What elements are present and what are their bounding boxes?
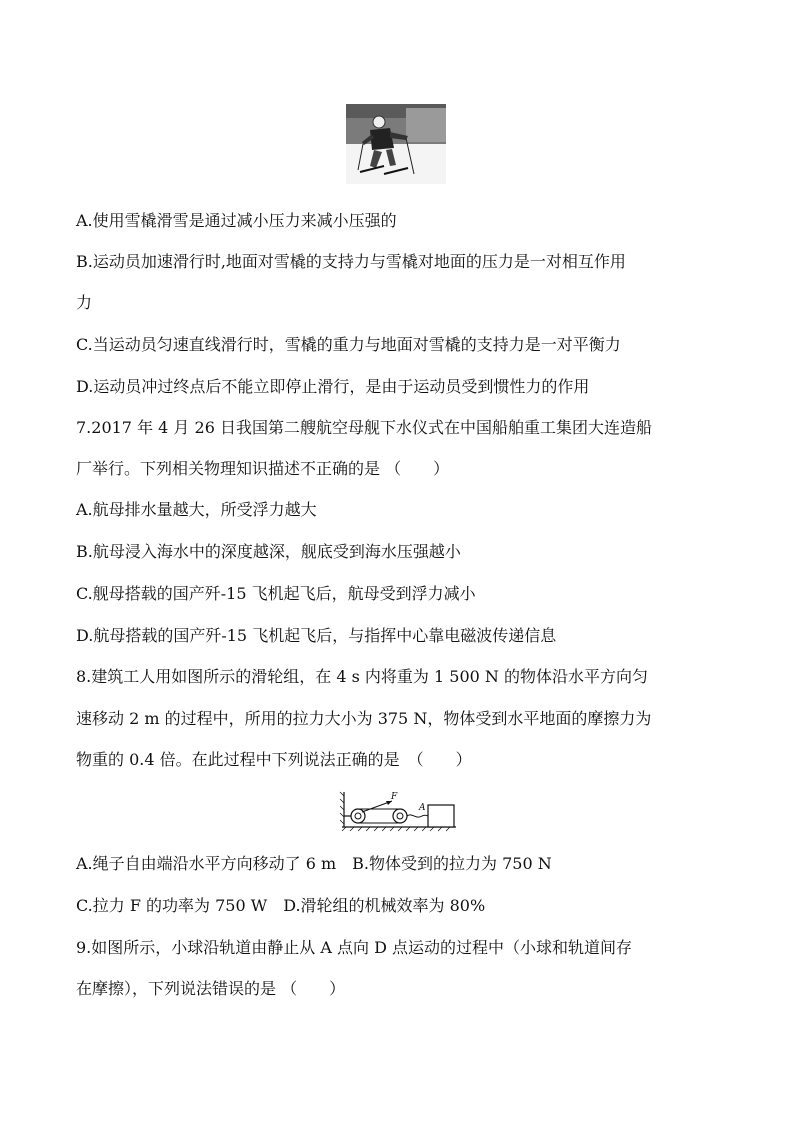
q7-option-c: C.舰母搭载的国产歼-15 飞机起飞后，航母受到浮力减小 [76, 584, 476, 603]
q8-options-cd: C.拉力 F 的功率为 750 W D.滑轮组的机械效率为 80% [76, 896, 486, 915]
q6-option-b-cont: 力 [76, 293, 93, 312]
q6-option-b: B.运动员加速滑行时,地面对雪橇的支持力与雪橇对地面的压力是一对相互作用 [76, 252, 626, 271]
skier-photo [346, 104, 446, 184]
q7-stem-line1: 7.2017 年 4 月 26 日我国第二艘航空母舰下水仪式在中国船舶重工集团大连造船 [76, 418, 652, 437]
q9-stem-line1: 9.如图所示，小球沿轨道由静止从 A 点向 D 点运动的过程中（小球和轨道间存 [76, 938, 632, 957]
q8-stem-line2: 速移动 2 m 的过程中，所用的拉力大小为 375 N，物体受到水平地面的摩擦力为 [76, 709, 652, 728]
q7-stem-line2: 厂举行。下列相关物理知识描述不正确的是 （ ） [76, 459, 450, 478]
q8-options-ab: A.绳子自由端沿水平方向移动了 6 m B.物体受到的拉力为 750 N [76, 854, 552, 873]
block-label: A [419, 803, 426, 813]
q7-option-a: A.航母排水量越大，所受浮力越大 [76, 500, 317, 519]
q6-option-c: C.当运动员匀速直线滑行时，雪橇的重力与地面对雪橇的支持力是一对平衡力 [76, 335, 621, 354]
q9-stem-line2: 在摩擦），下列说法错误的是 （ ） [76, 979, 346, 998]
q7-option-d: D.航母搭载的国产歼-15 飞机起飞后，与指挥中心靠电磁波传递信息 [76, 626, 557, 645]
pulley-diagram [336, 788, 460, 832]
q6-option-a: A.使用雪橇滑雪是通过减小压力来减小压强的 [76, 211, 397, 230]
q6-option-d: D.运动员冲过终点后不能立即停止滑行，是由于运动员受到惯性力的作用 [76, 377, 590, 396]
q7-option-b: B.航母浸入海水中的深度越深，舰底受到海水压强越小 [76, 542, 461, 561]
q8-stem-line3: 物重的 0.4 倍。在此过程中下列说法正确的是 （ ） [76, 750, 472, 769]
force-label: F [391, 792, 398, 802]
q8-stem-line1: 8.建筑工人用如图所示的滑轮组，在 4 s 内将重为 1 500 N 的物体沿水平方向匀 [76, 667, 648, 686]
